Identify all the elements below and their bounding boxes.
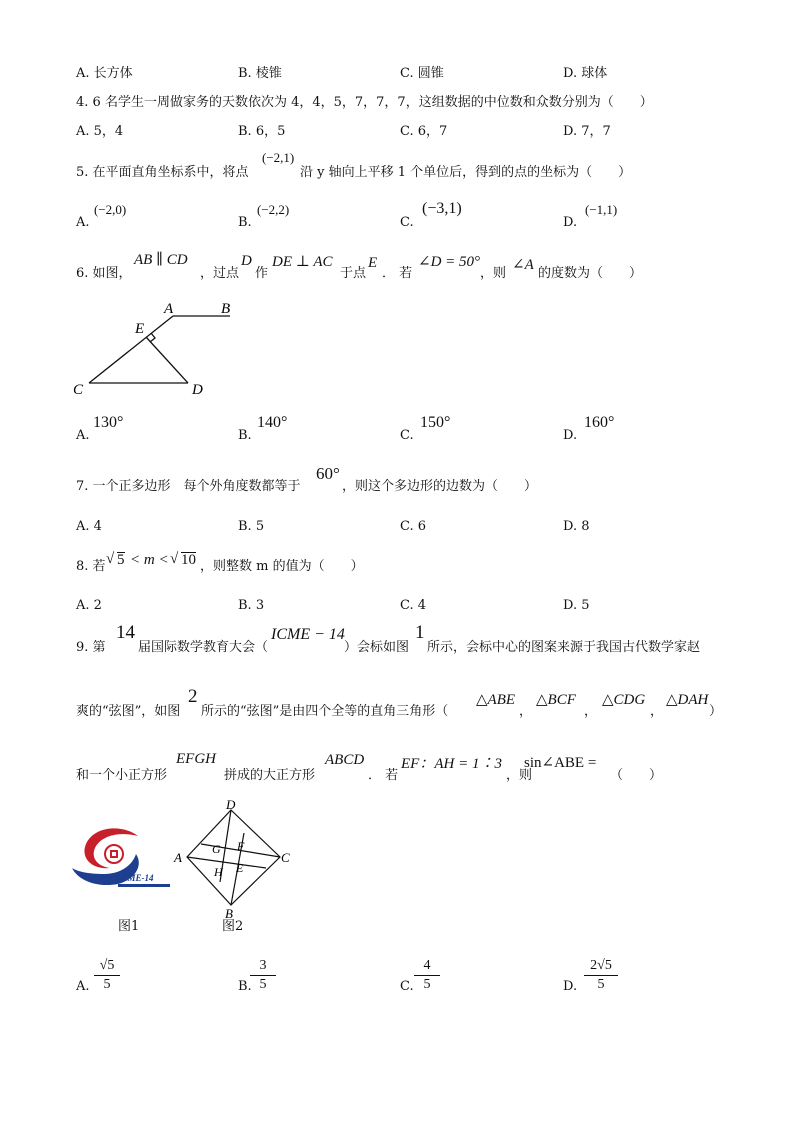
- fig2-label-b: B: [225, 906, 233, 920]
- fig2-label-f: F: [237, 839, 245, 853]
- q4-option-a: A. 5，4: [76, 124, 124, 139]
- q9-triangle-cdg: △CDG: [602, 692, 646, 708]
- q6-stem-4: 于点: [340, 266, 367, 281]
- q4-option-b: B. 6，5: [238, 124, 286, 139]
- q6-stem-2: ，过点: [200, 266, 240, 281]
- q9-line2-c: ）: [709, 704, 723, 719]
- q6-math-perp: DE ⊥ AC: [272, 254, 333, 270]
- q4-stem: 4. 6 名学生一周做家务的天数依次为 4，4，5，7，7，7，这组数据的中位数和众数分别为（ ）: [76, 95, 653, 110]
- q5-option-c-label: C.: [400, 215, 414, 230]
- q9-option-b-numerator: 3: [250, 958, 276, 976]
- q7-option-b: B. 5: [238, 519, 265, 534]
- q9-triangle-abe: △ABE: [476, 692, 516, 708]
- q6-math-parallel: AB ∥ CD: [134, 252, 188, 268]
- q6-math-d: D: [241, 253, 252, 269]
- q8-option-a: A. 2: [76, 598, 102, 613]
- q6-option-b-label: B.: [238, 428, 252, 443]
- q8-sqrt-sign-2: √: [170, 551, 179, 567]
- q9-square-efgh: EFGH: [176, 751, 216, 767]
- q9-line3-c: ． 若: [368, 768, 399, 783]
- q9-line1-c: ）会标如图: [344, 640, 410, 655]
- q5-stem-start: 5. 在平面直角坐标系中，将点: [76, 165, 249, 180]
- q9-option-d-denominator: 5: [597, 977, 605, 992]
- q6-math-angle-a: ∠A: [512, 257, 534, 273]
- q9-line3-b: 拼成的大正方形: [224, 768, 316, 783]
- q6-label-a: A: [164, 301, 174, 317]
- q9-line3-a: 和一个小正方形: [76, 768, 168, 783]
- q5-option-b-label: B.: [238, 215, 252, 230]
- q8-radicand-5: 5: [117, 552, 125, 568]
- q6-stem-6: ，则: [480, 266, 507, 281]
- q6-option-b-math: 140°: [257, 414, 288, 431]
- q3-option-d: D. 球体: [563, 66, 608, 81]
- q9-line3-e: （ ）: [610, 768, 663, 783]
- q9-option-c-numerator: 4: [414, 958, 440, 976]
- q8-sqrt-sign-1: √: [106, 551, 115, 567]
- q5-option-a-math: (−2,0): [94, 202, 127, 217]
- q6-option-c-math: 150°: [420, 414, 451, 431]
- q7-option-c: C. 6: [400, 519, 427, 534]
- q9-line2-b: 所示的“弦图”是由四个全等的直角三角形（: [201, 704, 449, 719]
- q6-figure: [68, 296, 248, 400]
- q9-option-a-numerator: √5: [94, 958, 120, 976]
- q8-stem-start: 8. 若: [76, 559, 106, 574]
- q6-option-d-math: 160°: [584, 414, 615, 431]
- q3-option-a: A. 长方体: [76, 66, 133, 81]
- q9-edition-number: 14: [116, 622, 135, 643]
- q9-line1-b: 届国际数学教育大会（: [138, 640, 269, 655]
- q9-square-abcd: ABCD: [325, 752, 365, 768]
- q9-sin-expr: sin∠ABE =: [524, 755, 597, 771]
- q9-ratio: EF：AH = 1∶3: [401, 756, 502, 772]
- q9-figure-2: [172, 796, 294, 920]
- q5-option-b-math: (−2,2): [257, 202, 290, 217]
- q7-option-d: D. 8: [563, 519, 590, 534]
- fig1-caption: 图1: [118, 919, 140, 934]
- q9-line2-a: 爽的“弦图”，如图: [76, 704, 181, 719]
- q7-stem-end: ，则这个多边形的边数为（ ）: [342, 479, 538, 494]
- q4-option-d: D. 7，7: [563, 124, 611, 139]
- logo-text: ICME-14: [118, 873, 154, 883]
- q9-line3-d: ，则: [506, 768, 533, 783]
- q8-option-c: C. 4: [400, 598, 427, 613]
- q9-comma-1: ，: [519, 704, 533, 719]
- q5-option-d-label: D.: [563, 215, 578, 230]
- q9-option-a-label: A.: [76, 979, 90, 994]
- q9-option-c-fraction: [414, 958, 440, 993]
- q9-option-c-label: C.: [400, 979, 414, 994]
- q9-comma-3: ，: [650, 704, 664, 719]
- q9-comma-2: ，: [584, 704, 598, 719]
- q8-option-b: B. 3: [238, 598, 265, 613]
- fig2-label-a: A: [174, 850, 182, 865]
- q6-label-e: E: [135, 321, 145, 337]
- q9-option-c-denominator: 5: [423, 977, 431, 992]
- q5-option-a-label: A.: [76, 215, 90, 230]
- q4-option-c: C. 6，7: [400, 124, 448, 139]
- q5-option-d-math: (−1,1): [585, 202, 618, 217]
- q6-option-d-label: D.: [563, 428, 578, 443]
- q9-option-a-fraction: [94, 958, 120, 993]
- fig2-label-g: G: [212, 842, 221, 856]
- q8-inequality: < m <: [130, 552, 169, 568]
- q9-line1-a: 9. 第: [76, 640, 106, 655]
- icme-logo: [70, 822, 174, 894]
- q9-fig1-ref: 1: [415, 622, 425, 643]
- q9-option-d-label: D.: [563, 979, 578, 994]
- q7-angle: 60°: [316, 464, 340, 483]
- q7-stem-start: 7. 一个正多边形 每个外角度数都等于: [76, 479, 301, 494]
- q3-option-c: C. 圆锥: [400, 66, 444, 81]
- fig2-label-e: E: [236, 861, 244, 875]
- q6-label-d: D: [192, 382, 203, 398]
- q9-option-b-label: B.: [238, 979, 252, 994]
- q6-label-b: B: [221, 301, 231, 317]
- q6-option-a-label: A.: [76, 428, 90, 443]
- q6-stem-5: ． 若: [382, 266, 413, 281]
- q6-stem-7: 的度数为（ ）: [538, 266, 643, 281]
- q6-math-angle-d: ∠D = 50°: [418, 254, 481, 270]
- fig2-label-c: C: [281, 850, 290, 865]
- q6-stem-3: 作: [255, 266, 269, 281]
- q6-label-c: C: [73, 382, 84, 398]
- q6-option-c-label: C.: [400, 428, 414, 443]
- fig2-label-d: D: [226, 797, 236, 812]
- q8-option-d: D. 5: [563, 598, 590, 613]
- q9-option-b-fraction: [250, 958, 276, 993]
- q9-triangle-bcf: △BCF: [536, 692, 576, 708]
- q3-option-b: B. 棱锥: [238, 66, 282, 81]
- fig2-caption: 图2: [222, 919, 244, 934]
- q9-line1-d: 所示，会标中心的图案来源于我国古代数学家赵: [427, 640, 701, 655]
- q6-stem-1: 6. 如图，: [76, 266, 132, 281]
- q9-icme: ICME − 14: [271, 626, 345, 643]
- fig2-label-h: H: [214, 865, 223, 879]
- q9-option-d-fraction: [584, 958, 618, 993]
- q9-option-a-denominator: 5: [103, 977, 111, 992]
- q9-triangle-dah: △DAH: [666, 692, 709, 708]
- q8-radicand-10: 10: [181, 552, 196, 568]
- q6-option-a-math: 130°: [93, 414, 124, 431]
- q6-math-e: E: [368, 255, 378, 271]
- q9-option-b-denominator: 5: [259, 977, 267, 992]
- q5-point: (−2,1): [262, 150, 295, 165]
- q9-fig2-ref: 2: [188, 686, 198, 707]
- q7-option-a: A. 4: [76, 519, 102, 534]
- q9-option-d-numerator: 2√5: [584, 958, 618, 976]
- q5-option-c-math: (−3,1): [422, 200, 462, 217]
- q5-stem-end: 沿 y 轴向上平移 1 个单位后，得到的点的坐标为（ ）: [300, 165, 632, 180]
- q8-stem-end: ，则整数 m 的值为（ ）: [200, 559, 364, 574]
